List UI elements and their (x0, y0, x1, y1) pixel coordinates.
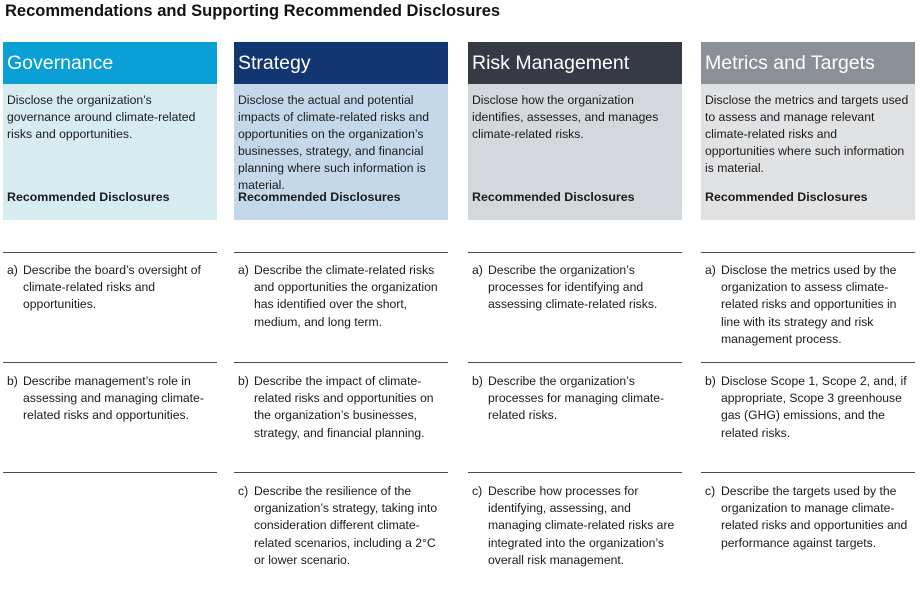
item-letter: b) (705, 374, 716, 388)
risk-management-item-b (468, 373, 682, 425)
metrics-targets-header: Metrics and Targets (701, 42, 915, 84)
metrics-targets-divider (701, 472, 915, 473)
governance-description: Disclose the organization’s governance around climate-related risks and opportunities. (3, 84, 217, 220)
item-text: Describe the impact of climate-related risks and opportunities on the organization’s businesses, strategy, and financial planning. (254, 374, 434, 440)
risk-management-rd-heading: Recommended Disclosures (472, 190, 635, 204)
item-letter: c) (238, 484, 249, 498)
governance-header: Governance (3, 42, 217, 84)
metrics-targets-divider (701, 362, 915, 363)
governance-rd-heading: Recommended Disclosures (7, 190, 170, 204)
risk-management-divider (468, 252, 682, 253)
strategy-divider (234, 472, 448, 473)
risk-management-description: Disclose how the organization identifies, assesses, and manages climate-related risks. (468, 84, 682, 220)
item-letter: c) (705, 484, 716, 498)
strategy-item-b (234, 373, 448, 442)
governance-divider (3, 472, 217, 473)
metrics-targets-item-a (701, 262, 915, 348)
strategy-divider (234, 252, 448, 253)
item-text: Disclose Scope 1, Scope 2, and, if appropriate, Scope 3 greenhouse gas (GHG) emissions, and the related risks. (721, 374, 907, 440)
item-text: Describe the resilience of the organization’s strategy, taking into consideration different climate-related scenarios, including a 2°C or lower scenario. (254, 484, 438, 567)
item-text: Describe the climate-related risks and opportunities the organization has identified over the short, medium, and long term. (254, 263, 438, 329)
item-letter: b) (238, 374, 249, 388)
item-text: Describe the board’s oversight of climate-related risks and opportunities. (23, 263, 201, 312)
risk-management-divider (468, 472, 682, 473)
metrics-targets-item-b (701, 373, 915, 442)
item-letter: a) (238, 263, 249, 277)
item-letter: a) (7, 263, 18, 277)
risk-management-divider (468, 362, 682, 363)
strategy-rd-heading: Recommended Disclosures (238, 190, 401, 204)
item-letter: a) (705, 263, 716, 277)
item-text: Describe how processes for identifying, assessing, and managing climate-related risks are integrated into the organization’s overall risk management. (488, 484, 675, 567)
governance-item-a (3, 262, 217, 314)
item-text: Describe management’s role in assessing and managing climate-related risks and opportunities. (23, 374, 204, 423)
item-letter: b) (472, 374, 483, 388)
strategy-item-c (234, 483, 448, 569)
page-title: Recommendations and Supporting Recommended Disclosures (5, 2, 501, 20)
metrics-targets-description: Disclose the metrics and targets used to assess and manage relevant climate-related risks and opportunities where such information is material. (701, 84, 915, 220)
governance-item-b (3, 373, 217, 425)
item-letter: b) (7, 374, 18, 388)
item-text: Describe the organization’s processes for identifying and assessing climate-related risks. (488, 263, 658, 312)
item-text: Disclose the metrics used by the organization to assess climate-related risks and opportunities in line with its strategy and risk management process. (721, 263, 897, 346)
strategy-divider (234, 362, 448, 363)
risk-management-header: Risk Management (468, 42, 682, 84)
strategy-header: Strategy (234, 42, 448, 84)
governance-divider (3, 252, 217, 253)
item-text: Describe the organization’s processes for managing climate-related risks. (488, 374, 665, 423)
metrics-targets-item-c (701, 483, 915, 552)
metrics-targets-rd-heading: Recommended Disclosures (705, 190, 868, 204)
risk-management-item-c (468, 483, 682, 569)
governance-divider (3, 362, 217, 363)
risk-management-item-a (468, 262, 682, 314)
strategy-description: Disclose the actual and potential impacts of climate-related risks and opportunities on the organization’s businesses, strategy, and financial planning where such information is material. (234, 84, 448, 220)
strategy-item-a (234, 262, 448, 331)
item-letter: a) (472, 263, 483, 277)
item-letter: c) (472, 484, 483, 498)
item-text: Describe the targets used by the organization to manage climate-related risks and opportunities and performance against targets. (721, 484, 908, 550)
metrics-targets-divider (701, 252, 915, 253)
